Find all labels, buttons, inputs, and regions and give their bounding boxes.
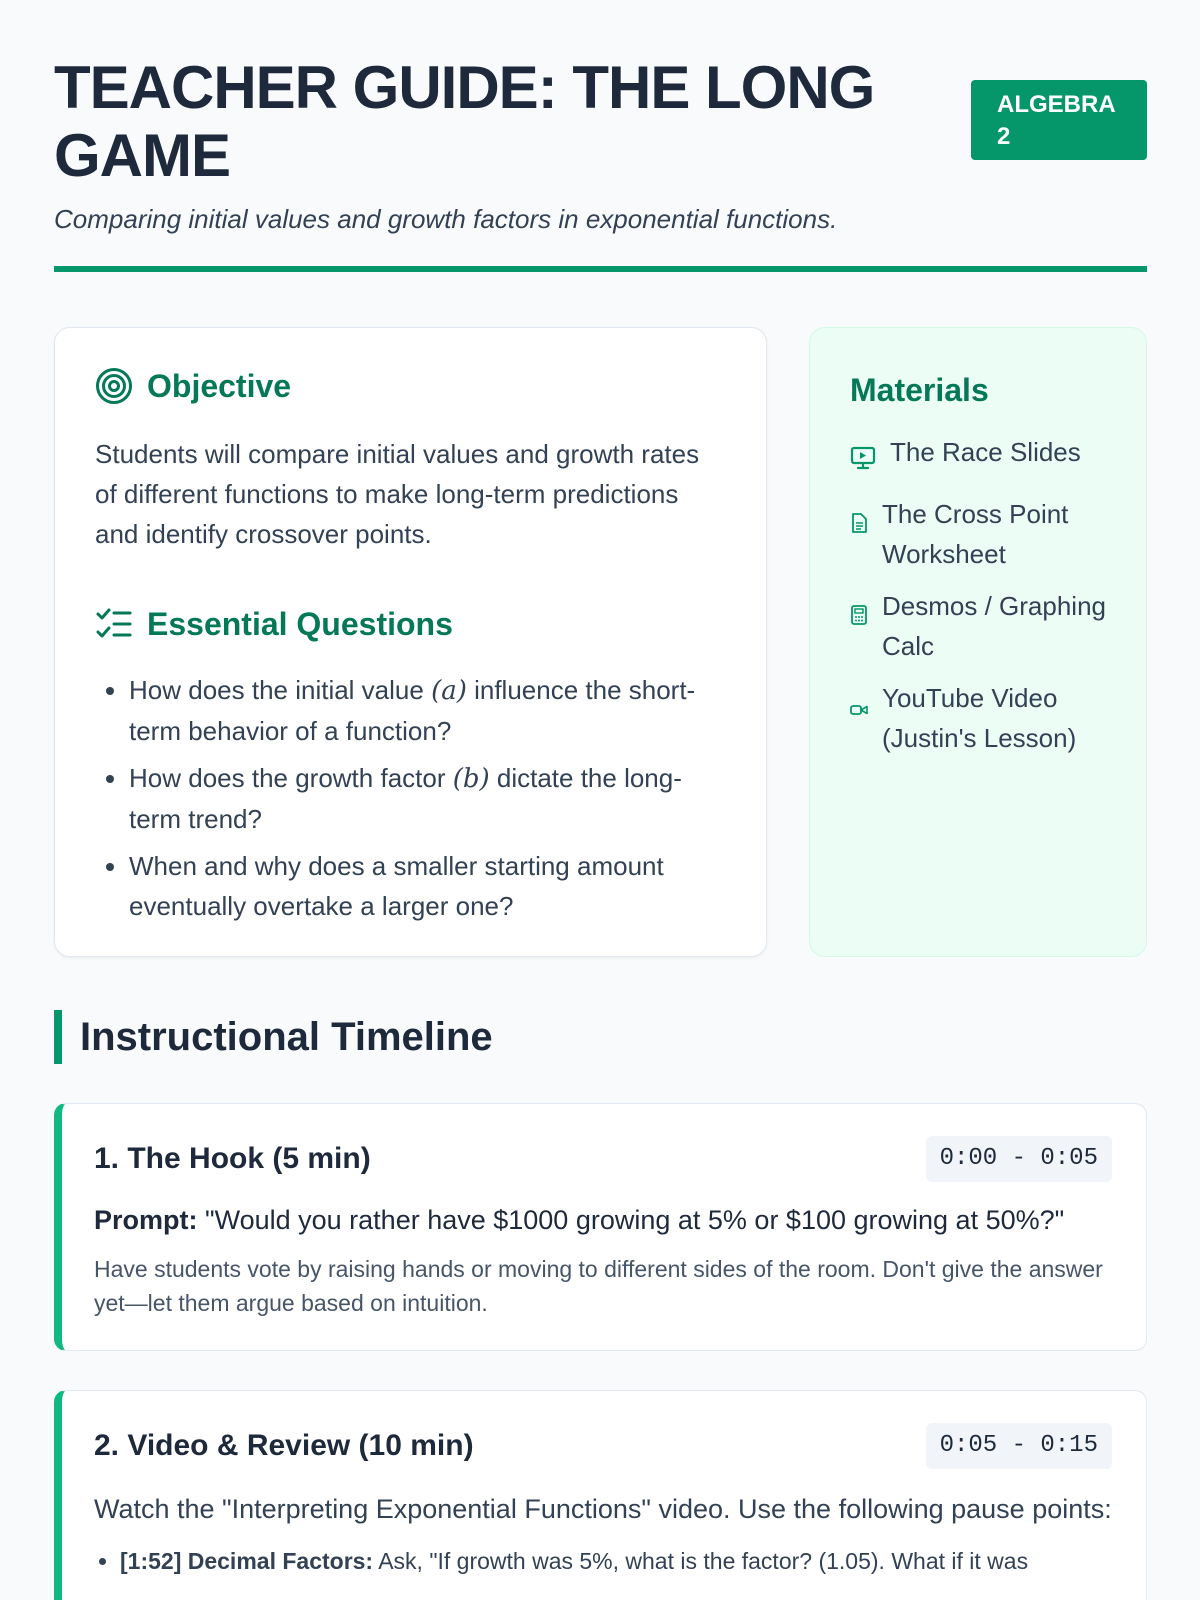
step-title: 2. Video & Review (10 min) <box>94 1429 474 1462</box>
objective-heading-label: Objective <box>147 367 292 404</box>
material-label: The Race Slides <box>890 437 1081 467</box>
list-item: • How does the growth factor (b) dictate the long-term trend? <box>129 758 726 839</box>
materials-list <box>850 432 1106 758</box>
material-item-slides[interactable] <box>850 432 1106 482</box>
materials-heading: Materials <box>850 372 989 408</box>
material-label: The Cross Point Worksheet <box>882 499 1069 569</box>
step-note: Have students vote by raising hands or moving to different sides of the room. Don't give the answer yet—let them argue based on intuition. <box>94 1256 1103 1316</box>
material-label: Desmos / Graphing Calc <box>882 591 1106 661</box>
timeline-step-hook <box>54 1103 1147 1351</box>
essential-questions-label: Essential Questions <box>147 605 453 642</box>
list-item: • [1:52] Decimal Factors: Ask, "If growth was 5%, what is the factor? (1.05). What if it was <box>120 1543 1112 1579</box>
material-item-worksheet[interactable] <box>850 494 1106 574</box>
pause-points-list <box>94 1543 1112 1579</box>
checklist-icon <box>95 605 133 643</box>
document-icon <box>850 504 868 544</box>
step-time-badge: 0:05 - 0:15 <box>926 1423 1112 1469</box>
calculator-icon <box>850 596 868 636</box>
essential-questions-list <box>95 670 726 927</box>
step-time-badge: 0:00 - 0:05 <box>926 1136 1112 1182</box>
list-item: • When and why does a smaller starting amount eventually overtake a larger one? <box>129 846 726 927</box>
material-item-calculator[interactable] <box>850 586 1106 666</box>
page-title: TEACHER GUIDE: THE LONG GAME <box>54 54 875 189</box>
objective-text: Students will compare initial values and growth rates of different functions to make long-term predictions and identify crossover points. <box>95 439 700 549</box>
target-icon <box>95 367 133 405</box>
timeline-step-video <box>54 1390 1147 1600</box>
step-prompt: Prompt: "Would you rather have $1000 growing at 5% or $100 growing at 50%?" <box>94 1205 1065 1235</box>
essential-questions-heading <box>95 602 726 646</box>
materials-card <box>809 327 1147 957</box>
teacher-guide-page <box>54 0 1147 1574</box>
page-header <box>54 0 1147 270</box>
video-icon <box>850 688 868 728</box>
objective-heading <box>95 364 726 408</box>
subject-badge: ALGEBRA 2 <box>971 80 1147 160</box>
step-title: 1. The Hook (5 min) <box>94 1142 371 1175</box>
objective-card <box>54 327 767 957</box>
material-label: YouTube Video (Justin's Lesson) <box>882 683 1077 753</box>
list-item: • How does the initial value (a) influence the short-term behavior of a function? <box>129 670 726 751</box>
step-body: Watch the "Interpreting Exponential Functions" video. Use the following pause points: <box>94 1494 1112 1524</box>
material-item-video[interactable] <box>850 678 1106 758</box>
header-divider <box>54 266 1147 272</box>
page-subtitle: Comparing initial values and growth factors in exponential functions. <box>54 204 838 234</box>
timeline-heading: Instructional Timeline <box>54 1010 493 1064</box>
presentation-icon <box>850 442 876 482</box>
